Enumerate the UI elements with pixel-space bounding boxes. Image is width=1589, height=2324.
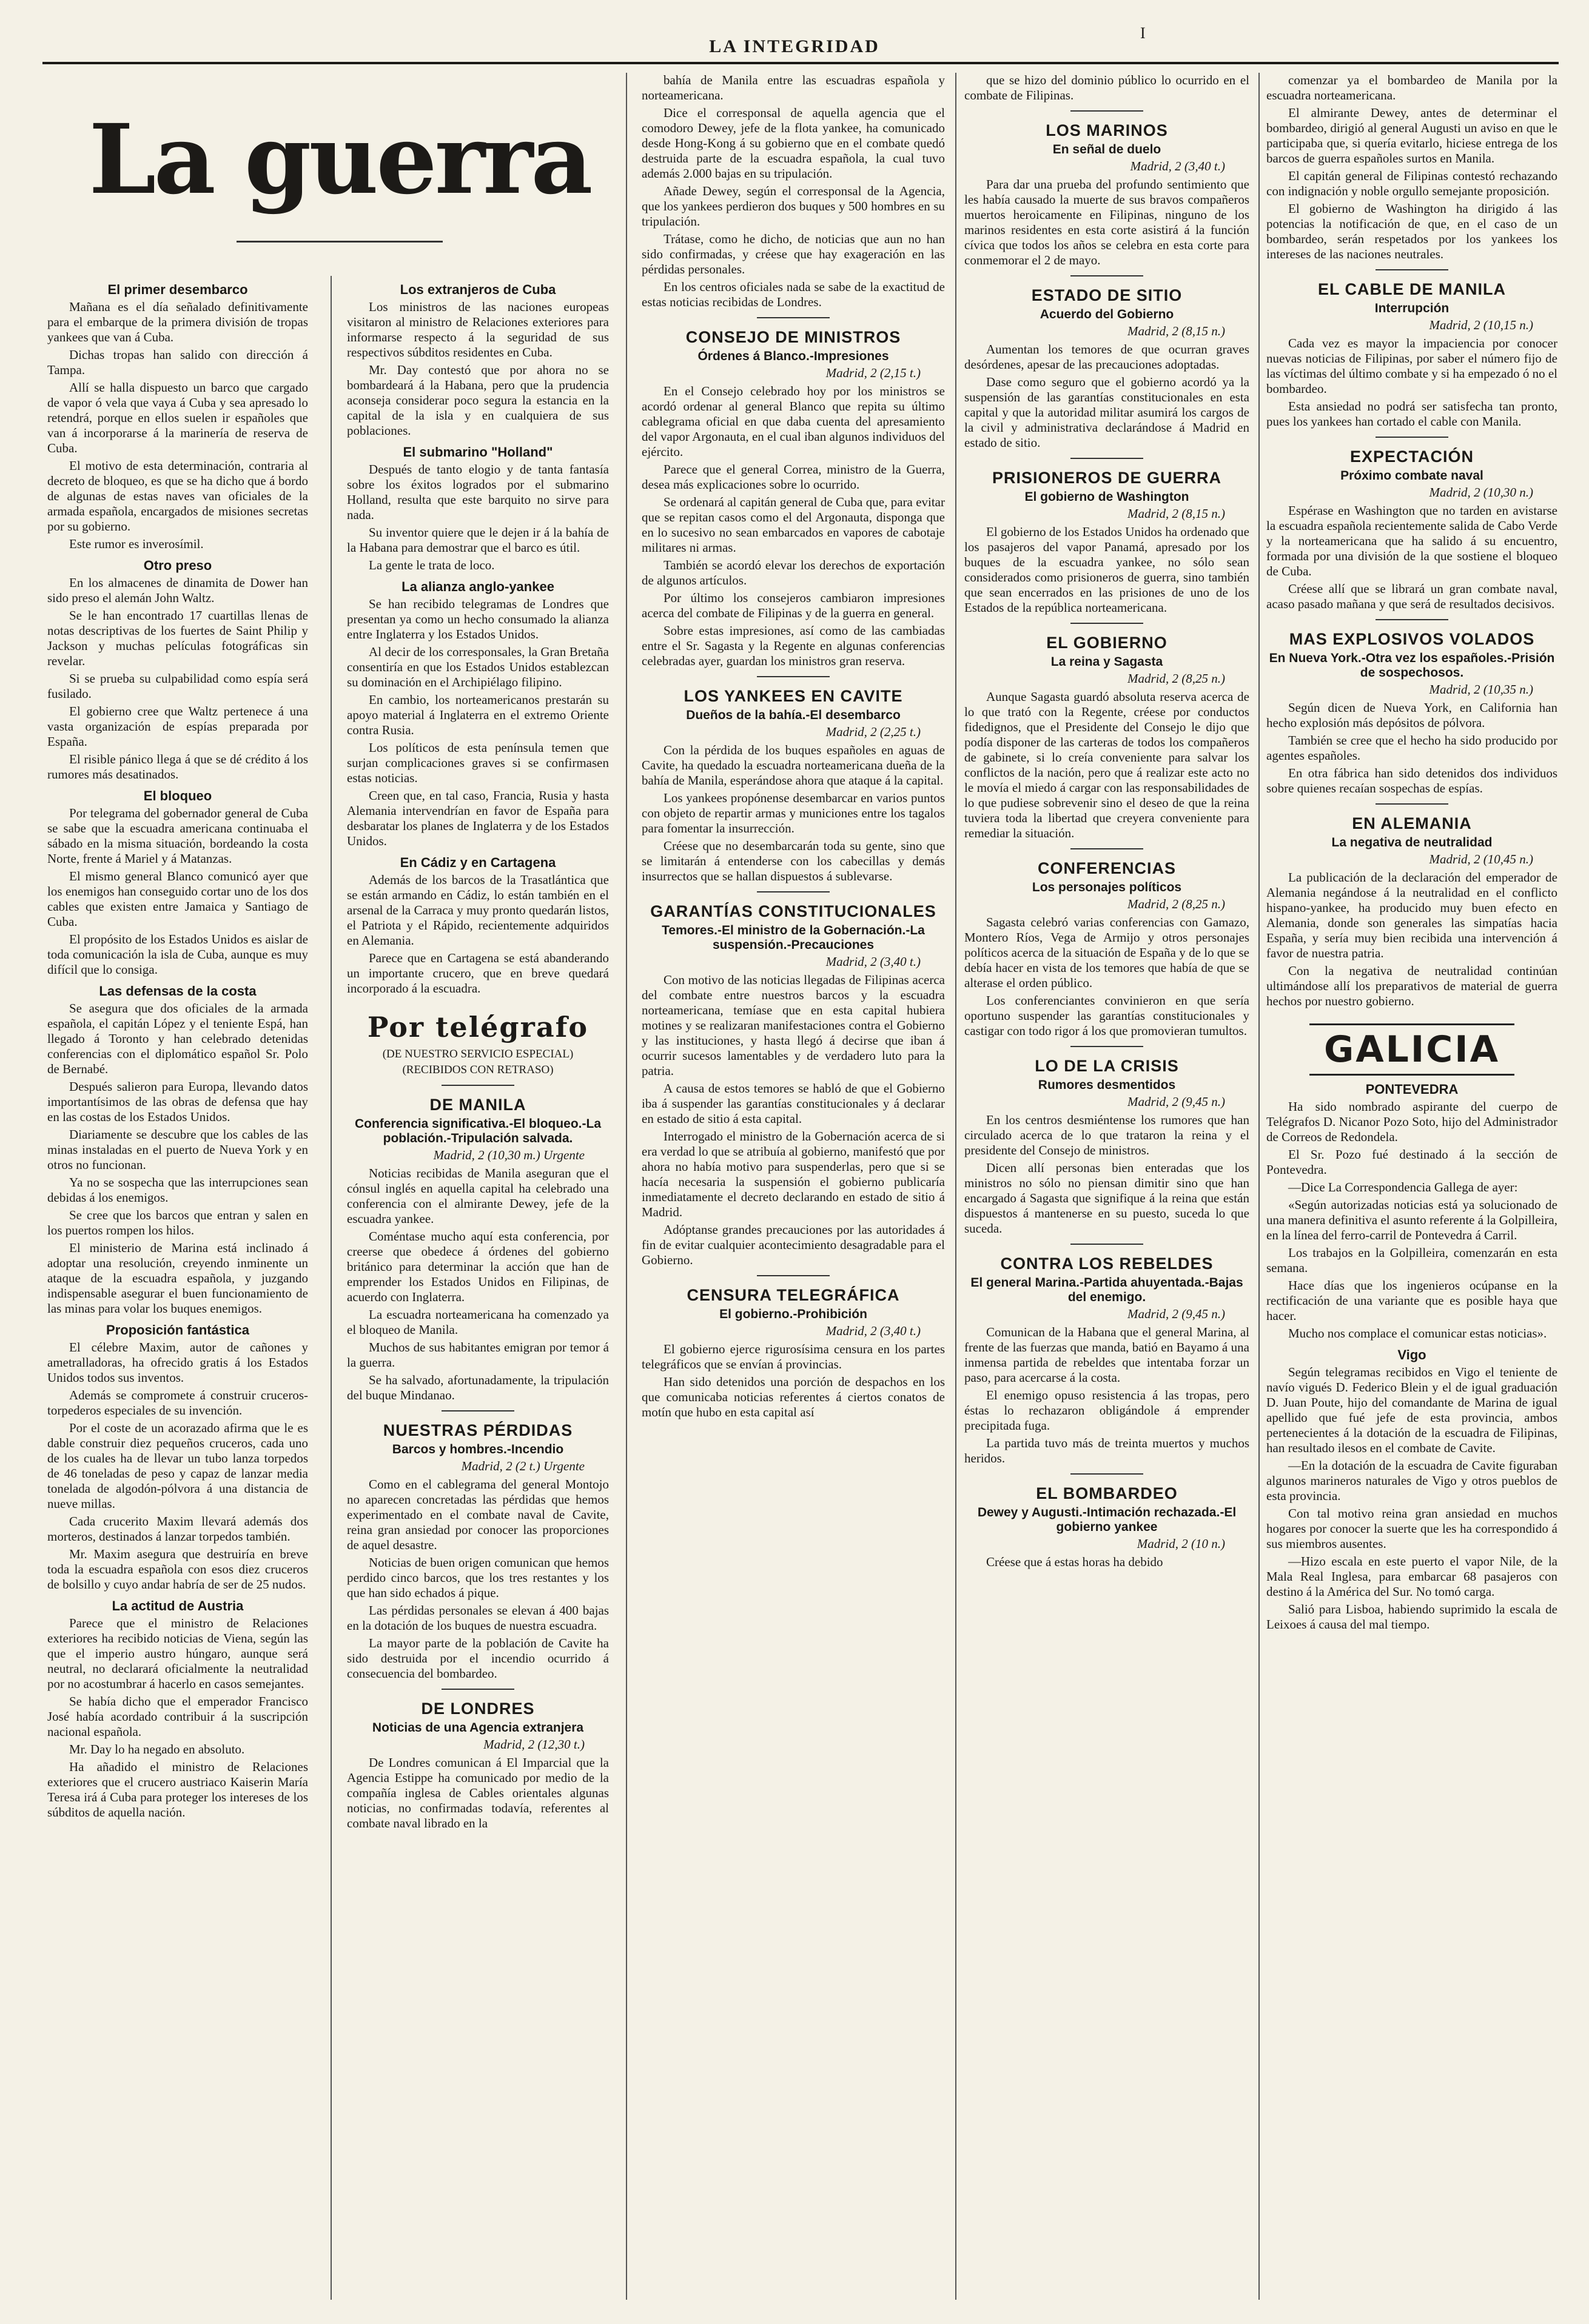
- paragraph: El ministerio de Marina está inclinado á adoptar una resolución, creyendo inminente un ataque de la escuadra española, y juzgando indispensable asegurar el buen funcionamiento de las minas para volar los buques enemigos.: [47, 1241, 308, 1316]
- paragraph: Noticias de buen origen comunican que hemos perdido cinco barcos, que los tres restantes y los que han sido echados á pique.: [347, 1555, 609, 1600]
- paragraph: En cambio, los norteamericanos prestarán su apoyo material á Inglaterra en el extremo Oriente contra Rusia.: [347, 692, 609, 737]
- paragraph: Allí se halla dispuesto un barco que cargado de vapor ó vela que vaya á Cuba y sea apresado lo retendrá, porque en ellos suelen ir españoles que van á incorporarse á la marinería de reserva de Cuba.: [47, 380, 308, 455]
- paragraph: Dase como seguro que el gobierno acordó ya la suspensión de las garantías constitucionales en esta capital y que la autoridad militar asumirá los cargos de la civil y administrativa declarándose á Madrid en estado de sitio.: [964, 375, 1249, 450]
- article-heading: Las defensas de la costa: [99, 983, 257, 999]
- paragraph: En otra fábrica han sido detenidos dos individuos sobre quienes recaían sospechas de espías.: [1266, 766, 1557, 795]
- article-heading: Los extranjeros de Cuba: [400, 282, 556, 297]
- running-header: LA INTEGRIDAD: [709, 36, 880, 56]
- paragraph: En los almacenes de dinamita de Dower han sido preso el alemán John Waltz.: [47, 575, 308, 605]
- section-rule: [1376, 437, 1448, 438]
- article-heading: En Cádiz y en Cartagena: [400, 855, 556, 870]
- paragraph: Créese que no desembarcarán toda su gente, sino que se limitarán á entenderse con los cabecillas y demás insurrectos que se hallan dispuestos á sublevarse.: [642, 839, 945, 883]
- paragraph: El enemigo opuso resistencia á las tropas, pero éstas lo rechazaron obligándole á emprender precipitada fuga.: [964, 1388, 1249, 1433]
- paragraph: Esta ansiedad no podrá ser satisfecha tan pronto, pues los yankees han cortado el cable con Manila.: [1266, 399, 1557, 429]
- telegram-subheading: El gobierno de Washington: [1024, 490, 1189, 504]
- dateline: Madrid, 2 (3,40 t.): [1130, 159, 1225, 173]
- article-heading: Vigo: [1397, 1347, 1426, 1362]
- telegram-heading: CONTRA LOS REBELDES: [1000, 1254, 1214, 1273]
- paragraph: Los trabajos en la Golpilleira, comenzarán en esta semana.: [1266, 1245, 1557, 1275]
- dateline: Madrid, 2 (8,15 n.): [1127, 324, 1225, 338]
- paragraph: Después salieron para Europa, llevando datos importantísimos de las obras de defensa que hay en las costas de los Estados Unidos.: [47, 1079, 308, 1124]
- section-note: (DE NUESTRO SERVICIO ESPECIAL): [382, 1048, 574, 1060]
- paragraph: Según dicen de Nueva York, en California han hecho explosión más depósitos de pólvora.: [1266, 700, 1557, 730]
- paragraph: Para dar una prueba del profundo sentimiento que les había causado la muerte de sus bravos compañeros muertos heroicamente en Filipinas, ninguno de los marinos residentes en esta corte asistirá á la función cívica que todos los años se celebra en esta corte para conmemorar el 2 de mayo.: [964, 177, 1249, 267]
- dateline: Madrid, 2 (10,15 n.): [1429, 318, 1533, 332]
- paragraph: Mucho nos complace el comunicar estas noticias».: [1288, 1326, 1547, 1341]
- telegram-heading: ESTADO DE SITIO: [1031, 286, 1183, 304]
- telegram-heading: CONFERENCIAS: [1037, 859, 1176, 877]
- paragraph: Se le han encontrado 17 cuartillas llenas de notas descriptivas de los fuertes de Saint Philip y Jackson y muchas películas fotográficas sin revelar.: [47, 608, 308, 668]
- paragraph: Se han recibido telegramas de Londres que presentan ya como un hecho consumado la alianza entre Inglaterra y los Estados Unidos.: [347, 597, 609, 641]
- telegram-heading: LOS MARINOS: [1046, 121, 1168, 139]
- paragraph: Han sido detenidos una porción de despachos en los que comunicaba noticias referentes á ciertos conatos de motín que hubo en esta capital así: [642, 1375, 945, 1419]
- paragraph: El célebre Maxim, autor de cañones y ametralladoras, ha ofrecido gratis á los Estados Unidos todos sus inventos.: [47, 1340, 308, 1385]
- section-rule: [757, 317, 830, 318]
- paragraph: Con la negativa de neutralidad continúan ultimándose allí los preparativos de material de guerra hechos por nuestro gobierno.: [1266, 963, 1557, 1008]
- telegram-heading: EL CABLE DE MANILA: [1317, 280, 1506, 298]
- paragraph: Después de tanto elogio y de tanta fantasía sobre los éxitos logrados por el submarino Holland, resulta que este barquito no sirve para nada.: [347, 462, 609, 522]
- telegram-subheading: La reina y Sagasta: [1050, 655, 1163, 669]
- article-heading: PONTEVEDRA: [1365, 1082, 1459, 1097]
- section-rule: [1070, 848, 1143, 849]
- paragraph: El risible pánico llega á que se dé crédito á los rumores más desatinados.: [47, 752, 308, 782]
- section-rule: [442, 1689, 514, 1690]
- column-divider: [1258, 73, 1260, 2300]
- telegram-subheading: Los personajes políticos: [1032, 880, 1182, 894]
- paragraph: —En la dotación de la escuadra de Cavite figuraban algunos marineros naturales de Vigo y otros pueblos de esta provincia.: [1266, 1458, 1557, 1503]
- section-rule: [1070, 623, 1143, 624]
- paragraph: Salió para Lisboa, habiendo suprimido la escala de Leixoes á causa del mal tiempo.: [1266, 1602, 1557, 1632]
- paragraph: Al decir de los corresponsales, la Gran Bretaña consentiría en que los Estados Unidos establezcan su dominación en el Archipiélago filipino.: [347, 645, 609, 689]
- paragraph: Si se prueba su culpabilidad como espía será fusilado.: [47, 671, 308, 701]
- paragraph: Mañana es el día señalado definitivamente para el embarque de la primera división de tropas yankees que van á Cuba.: [47, 300, 308, 344]
- paragraph: Los yankees propónense desembarcar en varios puntos con objeto de repartir armas y municiones entre los tagalos para fomentar la insurrección.: [642, 791, 945, 836]
- paragraph: El almirante Dewey, antes de determinar el bombardeo, dirigió al general Augusti un aviso en que le participaba que, si quería evitarlo, hiciese entrega de los barcos de guerra españoles surtos en Manila.: [1266, 105, 1557, 166]
- column-1: [47, 276, 308, 2300]
- paragraph: A causa de estos temores se habló de que el Gobierno iba á suspender las garantías constitucionales y á declarar en estado de sitio á esta capital.: [642, 1081, 945, 1126]
- telegram-subheading: En señal de duelo: [1052, 142, 1161, 156]
- paragraph: Comunican de la Habana que el general Marina, al frente de las fuerzas que manda, batió en Bayamo á una inmensa partida de rebeldes que intentaba forzar un paso, para acercarse á la costa.: [964, 1325, 1249, 1385]
- paragraph: Este rumor es inverosímil.: [69, 537, 204, 551]
- section-rule: [1070, 1244, 1143, 1245]
- telegram-heading: CENSURA TELEGRÁFICA: [687, 1286, 900, 1304]
- paragraph: bahía de Manila entre las escuadras española y norteamericana.: [642, 73, 945, 102]
- paragraph: Dicen allí personas bien enteradas que los ministros no sólo no piensan dimitir sino que han encargado á Sagasta que signifique á la reina que están dispuestos á mantenerse en su puesto, suceda lo que suceda.: [964, 1160, 1249, 1236]
- telegram-heading: GARANTÍAS CONSTITUCIONALES: [650, 902, 936, 920]
- telegram-heading: CONSEJO DE MINISTROS: [685, 328, 901, 346]
- paragraph: Se asegura que dos oficiales de la armada española, el capitán López y el teniente Espá, han llegado á Toronto y han celebrado detenidas conferencias con el diplomático español Sr. Polo de Bernabé.: [47, 1001, 308, 1076]
- paragraph: El gobierno cree que Waltz pertenece á una vasta organización de espías preparada por España.: [47, 704, 308, 749]
- paragraph: En los centros oficiales nada se sabe de la exactitud de estas noticias recibidas de Londres.: [642, 280, 945, 309]
- telegram-subheading: Rumores desmentidos: [1038, 1078, 1176, 1092]
- paragraph: En el Consejo celebrado hoy por los ministros se acordó ordenar al general Blanco que repita su último cablegrama oficial en que daba cuenta del apresamiento del vapor Argonauta, en el cual iban algunos individuos del ejército.: [642, 384, 945, 459]
- paragraph: También se acordó elevar los derechos de exportación de algunos artículos.: [642, 558, 945, 588]
- article-heading: La actitud de Austria: [112, 1598, 244, 1613]
- paragraph: Según telegramas recibidos en Vigo el teniente de navío vigués D. Federico Blein y el de igual graduación D. Juan Poute, hijo del comandante de Marina de igual apellido que fué jefe de esta provincia, ambos pertenecientes á la dotación de la escuadra de Filipinas, han resultado ilesos en el combate de Cavite.: [1266, 1365, 1557, 1455]
- paragraph: Por último los consejeros cambiaron impresiones acerca del combate de Filipinas y de la guerra en general.: [642, 591, 945, 620]
- paragraph: Los conferenciantes convinieron en que sería oportuno suspender las garantías constitucionales y castigar con todo rigor á los que promovieran tumultos.: [964, 993, 1249, 1038]
- paragraph: Con motivo de las noticias llegadas de Filipinas acerca del combate entre nuestros barcos y la escuadra norteamericana, temíase que en esta capital hubiera motines y se realizaran manifestaciones contra el Gobierno y las instituciones, y hasta llegó á decirse que iban á ocurrir sucesos lamentables y de verdadero luto para la patria.: [642, 973, 945, 1078]
- paragraph: Créese allí que se librará un gran combate naval, acaso pasado mañana y que será de resultados decisivos.: [1266, 581, 1557, 611]
- paragraph: Aumentan los temores de que ocurran graves desórdenes, apesar de las precauciones adoptadas.: [964, 342, 1249, 372]
- section-title-block: [347, 1011, 609, 1043]
- paragraph: El capitán general de Filipinas contestó rechazando con indignación y noble orgullo semejante proposición.: [1266, 169, 1557, 198]
- paragraph: Además de los barcos de la Trasatlántica que se están armando en Cádiz, lo están también en el arsenal de la Carraca y muy pronto quedarán listos, el Patriota y el Rápido, recientemente adquiridos en Alemania.: [347, 872, 609, 948]
- paragraph: Se cree que los barcos que entran y salen en los puertos rompen los hilos.: [47, 1208, 308, 1237]
- paragraph: La gente le trata de loco.: [369, 558, 495, 572]
- paragraph: La escuadra norteamericana ha comenzado ya el bloqueo de Manila.: [347, 1307, 609, 1337]
- article-heading: Proposición fantástica: [106, 1322, 249, 1338]
- telegram-heading: EXPECTACIÓN: [1349, 447, 1474, 466]
- paragraph: El gobierno de los Estados Unidos ha ordenado que los pasajeros del vapor Panamá, apresado por los buques de la escuadra yankee, no sólo sean considerados como prisioneros de guerra, sino también que sean encerrados en las prisiones de uno de los Estados de la república norteamericana.: [964, 524, 1249, 615]
- telegram-heading: MAS EXPLOSIVOS VOLADOS: [1289, 630, 1535, 648]
- section-rule: [1070, 275, 1143, 276]
- dateline: Madrid, 2 (2,25 t.): [825, 725, 921, 739]
- dateline: Madrid, 2 (9,45 n.): [1127, 1094, 1225, 1109]
- section-title: GALICIA: [1309, 1023, 1514, 1076]
- telegram-subheading: En Nueva York.-Otra vez los españoles.-Prisión de sospechosos.: [1269, 651, 1555, 680]
- paragraph: Como en el cablegrama del general Montojo no aparecen concretadas las pérdidas que hemos experimentado en el combate naval de Cavite, reina gran ansiedad por conocer las proporciones de aquel desastre.: [347, 1477, 609, 1552]
- paragraph: comenzar ya el bombardeo de Manila por la escuadra norteamericana.: [1266, 73, 1557, 102]
- column-3: [642, 73, 945, 2300]
- telegram-subheading: Temores.-El ministro de la Gobernación.-La suspensión.-Precauciones: [662, 923, 925, 952]
- paragraph: Mr. Maxim asegura que destruiría en breve toda la escuadra española con esos diez cruceros de bolsillo y cuyo andar habría de ser de 25 nudos.: [47, 1547, 308, 1592]
- dateline: Madrid, 2 (10,45 n.): [1429, 852, 1533, 866]
- paragraph: En los centros desmiéntense los rumores que han circulado acerca de lo que trataron la reina y el presidente del Consejo de ministros.: [964, 1113, 1249, 1157]
- paragraph: Por el coste de un acorazado afirma que le es dable construir diez pequeños cruceros, cada uno de los cuales ha de llevar un tubo lanza torpedos de 46 toneladas de peso y capaz de lanzar media tonelada de algodón-pólvora á una distancia de nueve millas.: [47, 1421, 308, 1511]
- section-rule: [1376, 269, 1448, 270]
- paragraph: Además se compromete á construir cruceros-torpederos especiales de su invención.: [47, 1388, 308, 1418]
- dateline: Madrid, 2 (3,40 t.): [825, 1324, 921, 1338]
- telegram-heading: EL GOBIERNO: [1046, 634, 1167, 652]
- telegram-subheading: El gobierno.-Prohibición: [719, 1307, 867, 1321]
- paragraph: Interrogado el ministro de la Gobernación acerca de si era verdad lo que se atribuía al gobierno, manifestó que por ahora no había motivo para suspenderlas, pero que si se hacía necesaria la suspensión el gobierno publicaría inmediatamente el decreto declarando en estado de sitio á Madrid.: [642, 1129, 945, 1219]
- paragraph: «Según autorizadas noticias está ya solucionado de una manera definitiva el asunto referente á la Golpilleira, en la línea del ferro-carril de Pontevedra á Carril.: [1266, 1197, 1557, 1242]
- paragraph: Diariamente se descubre que los cables de las minas instaladas en el puerto de Nueva York y en otros no funcionan.: [47, 1127, 308, 1172]
- paragraph: Se ordenará al capitán general de Cuba que, para evitar que se repitan casos como el del Argonauta, disponga que en lo sucesivo no sean embarcados en vapores de cabotaje militares ni armas.: [642, 495, 945, 555]
- section-rule: [1070, 1473, 1143, 1475]
- paragraph: Aunque Sagasta guardó absoluta reserva acerca de lo que trató con la Regente, créese por conductos fidedignos, que el Presidente del Consejo le dijo que podía disponer de las carteras de todos los compañeros de gabinete, si lo creía conveniente para salvar los conflictos de la nación, pero que á realizar este acto no le movía el miedo á cargar con las responsabilidades de lo que pudiese sobrevenir sino el deseo de que la reina tuviera toda la libertad que creyera conveniente para remediar la situación.: [964, 689, 1249, 840]
- section-rule: [757, 1275, 830, 1276]
- article-heading: El submarino "Holland": [403, 444, 553, 460]
- paragraph: Mr. Day lo ha negado en absoluto.: [69, 1742, 245, 1756]
- dateline: Madrid, 2 (2,15 t.): [825, 366, 921, 380]
- paragraph: Sobre estas impresiones, así como de las cambiadas entre el Sr. Sagasta y la Regente en algunas conferencias celebradas ayer, guardan los ministros gran reserva.: [642, 623, 945, 668]
- telegram-subheading: La negativa de neutralidad: [1331, 836, 1493, 849]
- paragraph: Creen que, en tal caso, Francia, Rusia y hasta Alemania intervendrían en favor de España para desbaratar los planes de Inglaterra y de los Estados Unidos.: [347, 788, 609, 848]
- dateline: Madrid, 2 (10 n.): [1137, 1536, 1225, 1551]
- telegram-heading: LOS YANKEES EN CAVITE: [684, 687, 903, 705]
- article-heading: El primer desembarco: [107, 282, 248, 297]
- column-divider: [626, 73, 627, 2300]
- paragraph: —Dice La Correspondencia Gallega de ayer:: [1288, 1180, 1518, 1194]
- paragraph: Cada crucerito Maxim llevará además dos morteros, destinados á lanzar torpedos también.: [47, 1514, 308, 1544]
- paragraph: El gobierno ejerce rigurosísima censura en los partes telegráficos que se envían á provincias.: [642, 1342, 945, 1371]
- header-rule: [42, 62, 1559, 64]
- paragraph: La partida tuvo más de treinta muertos y muchos heridos.: [964, 1436, 1249, 1465]
- paragraph: Noticias recibidas de Manila aseguran que el cónsul inglés en aquella capital ha celebrado una conferencia con el almirante Dewey, jefe de la escuadra yankee.: [347, 1166, 609, 1226]
- column-5: [1266, 73, 1557, 2300]
- telegram-subheading: Acuerdo del Gobierno: [1040, 307, 1174, 321]
- telegram-subheading: Barcos y hombres.-Incendio: [392, 1442, 564, 1456]
- dateline: Madrid, 2 (9,45 n.): [1127, 1307, 1225, 1321]
- article-heading: El bloqueo: [143, 788, 212, 803]
- dateline: Madrid, 2 (3,40 t.): [825, 954, 921, 969]
- telegram-heading: DE LONDRES: [421, 1699, 535, 1718]
- telegram-heading: DE MANILA: [429, 1096, 526, 1114]
- paragraph: Hace días que los ingenieros ocúpanse en la rectificación de una variante que es posible haya que hacer.: [1266, 1278, 1557, 1323]
- column-divider: [331, 276, 332, 2300]
- dateline: Madrid, 2 (10,30 m.) Urgente: [433, 1148, 585, 1162]
- masthead-title: La guerra: [89, 104, 591, 216]
- paragraph: Créese que á estas horas ha debido: [986, 1555, 1163, 1569]
- dateline: Madrid, 2 (2 t.) Urgente: [461, 1459, 585, 1473]
- paragraph: Coméntase mucho aquí esta conferencia, por creerse que obedece á órdenes del gobierno británico para determinar la acción que han de emprender los Estados Unidos en Filipinas, de acuerdo con Inglaterra.: [347, 1229, 609, 1304]
- section-title: Por telégrafo: [367, 1011, 589, 1043]
- section-rule: [1376, 619, 1448, 620]
- paragraph: La mayor parte de la población de Cavite ha sido destruida por el incendio ocurrido á consecuencia del bombardeo.: [347, 1636, 609, 1681]
- paragraph: Se ha salvado, afortunadamente, la tripulación del buque Mindanao.: [347, 1373, 609, 1402]
- paragraph: Las pérdidas personales se elevan á 400 bajas en la dotación de los buques de nuestra escuadra.: [347, 1603, 609, 1633]
- paragraph: También se cree que el hecho ha sido producido por agentes españoles.: [1266, 733, 1557, 763]
- section-rule: [757, 676, 830, 677]
- telegram-subheading: Órdenes á Blanco.-Impresiones: [697, 349, 889, 363]
- paragraph: Muchos de sus habitantes emigran por temor á la guerra.: [347, 1340, 609, 1370]
- paragraph: Con la pérdida de los buques españoles en aguas de Cavite, ha quedado la escuadra norteamericana dueña de la bahía de Manila, esperándose ahora que ataque á la capital.: [642, 743, 945, 788]
- section-rule: [1070, 110, 1143, 112]
- telegram-subheading: Dewey y Augusti.-Intimación rechazada.-El gobierno yankee: [977, 1505, 1237, 1534]
- column-2: [347, 276, 609, 2300]
- paragraph: Ha sido nombrado aspirante del cuerpo de Telégrafos D. Nicanor Pozo Soto, hijo del Administrador de Correos de Redondela.: [1266, 1099, 1557, 1144]
- telegram-subheading: Noticias de una Agencia extranjera: [372, 1721, 584, 1735]
- section-title-block: [1266, 1023, 1557, 1076]
- paragraph: Su inventor quiere que le dejen ir á la bahía de la Habana para demostrar que el barco es útil.: [347, 525, 609, 555]
- dateline: Madrid, 2 (8,15 n.): [1127, 506, 1225, 521]
- telegram-heading: PRISIONEROS DE GUERRA: [992, 469, 1222, 487]
- paragraph: Parece que el general Correa, ministro de la Guerra, desea más explicaciones sobre lo ocurrido.: [642, 462, 945, 492]
- dateline: Madrid, 2 (8,25 n.): [1127, 671, 1225, 686]
- telegram-subheading: Dueños de la bahía.-El desembarco: [686, 708, 901, 722]
- paragraph: El motivo de esta determinación, contraria al decreto de bloqueo, es que se ha dicho que á bordo de algunas de estas naves van oficiales de la armada española, encargados de misiones secretas por su gobierno.: [47, 458, 308, 534]
- paragraph: El Sr. Pozo fué destinado á la sección de Pontevedra.: [1266, 1147, 1557, 1177]
- section-rule: [442, 1410, 514, 1411]
- dateline: Madrid, 2 (12,30 t.): [483, 1737, 585, 1752]
- telegram-heading: LO DE LA CRISIS: [1035, 1057, 1179, 1075]
- paragraph: De Londres comunican á El Imparcial que la Agencia Estippe ha comunicado por medio de la compañía inglesa de Cables orientales algunas noticias, no confirmadas todavía, referentes al combate naval librado en la: [347, 1755, 609, 1830]
- paragraph: Adóptanse grandes precauciones por las autoridades á fin de evitar cualquier acontecimiento desagradable para el Gobierno.: [642, 1222, 945, 1267]
- paragraph: que se hizo del dominio público lo ocurrido en el combate de Filipinas.: [964, 73, 1249, 102]
- paragraph: —Hizo escala en este puerto el vapor Nile, de la Mala Real Inglesa, para embarcar 68 pasajeros con destino á la América del Sur. No tomó carga.: [1266, 1554, 1557, 1599]
- paragraph: Con tal motivo reina gran ansiedad en muchos hogares por conocer la suerte que les ha correspondido á sus miembros ausentes.: [1266, 1506, 1557, 1551]
- masthead-rule: [237, 241, 443, 243]
- paragraph: Ha añadido el ministro de Relaciones exteriores que el crucero austriaco Kaiserin María Teresa irá á Cuba para proteger los intereses de los súbditos de aquella nación.: [47, 1760, 308, 1820]
- column-4: [964, 73, 1249, 2300]
- telegram-heading: EN ALEMANIA: [1352, 814, 1472, 832]
- section-rule: [1070, 1046, 1143, 1047]
- dateline: Madrid, 2 (8,25 n.): [1127, 897, 1225, 911]
- paragraph: Se había dicho que el emperador Francisco José había acordado contribuir á la suscripción nacional española.: [47, 1694, 308, 1739]
- paragraph: Cada vez es mayor la impaciencia por conocer nuevas noticias de Filipinas, por saber el número fijo de las víctimas del último combate y si ha empezado ó no el bombardeo.: [1266, 336, 1557, 396]
- telegram-heading: NUESTRAS PÉRDIDAS: [383, 1421, 573, 1439]
- page-mark: I: [1140, 24, 1146, 42]
- paragraph: Dice el corresponsal de aquella agencia que el comodoro Dewey, jefe de la flota yankee, ha comunicado desde Hong-Kong á su gobierno que en el combate quedó destruida parte de la escuadra española, la cual tuvo además 2.000 bajas en su tripulación.: [642, 105, 945, 181]
- paragraph: Los políticos de esta península temen que surjan complicaciones graves si se confirmasen estas noticias.: [347, 740, 609, 785]
- dateline: Madrid, 2 (10,35 n.): [1429, 682, 1533, 697]
- paragraph: El gobierno de Washington ha dirigido á las potencias la notificación de que, en el caso de un bombardeo, serán respetados por los yankees los intereses de las naciones neutrales.: [1266, 201, 1557, 261]
- paragraph: Parece que en Cartagena se está abanderando un importante crucero, que en breve quedará incorporado á la escuadra.: [347, 951, 609, 996]
- paragraph: La publicación de la declaración del emperador de Alemania negándose á la neutralidad en el conflicto hispano-yankee, ha producido muy buen efecto en Alemania, donde son generales las simpatías hacia España, y sería muy bien recibida una intervención á favor de nuestra patria.: [1266, 870, 1557, 960]
- column-divider: [955, 73, 956, 2300]
- section-rule: [1376, 803, 1448, 805]
- paragraph: Sagasta celebró varias conferencias con Gamazo, Montero Ríos, Vega de Armijo y otros personajes políticos acerca de la situación de España y de lo que se debía hacer en vista de los temores que había de que se alterase el orden público.: [964, 915, 1249, 990]
- paragraph: Los ministros de las naciones europeas visitaron al ministro de Relaciones exteriores para informarse respecto á la seguridad de sus respectivos súbditos residentes en Cuba.: [347, 300, 609, 360]
- article-heading: La alianza anglo-yankee: [401, 579, 554, 594]
- paragraph: Trátase, como he dicho, de noticias que aun no han sido confirmadas, y créese que hay exageración en las pérdidas personales.: [642, 232, 945, 276]
- section-rule: [1070, 458, 1143, 459]
- section-rule: [757, 891, 830, 892]
- paragraph: El propósito de los Estados Unidos es aislar de toda comunicación la isla de Cuba, aunque es muy difícil que lo consiga.: [47, 932, 308, 977]
- paragraph: Ya no se sospecha que las interrupciones sean debidas á los enemigos.: [47, 1175, 308, 1205]
- telegram-subheading: Interrupción: [1374, 301, 1450, 315]
- dateline: Madrid, 2 (10,30 n.): [1429, 485, 1533, 500]
- paragraph: Espérase en Washington que no tarden en avistarse la escuadra española recientemente salida de Cabo Verde y la norteamericana que ha salido á su encuentro, formada por una división de la que sostiene el bloqueo de Cuba.: [1266, 503, 1557, 578]
- telegram-subheading: Próximo combate naval: [1340, 469, 1483, 483]
- section-rule: [442, 1085, 514, 1086]
- paragraph: Añade Dewey, según el corresponsal de la Agencia, que los yankees perdieron dos buques y 500 hombres en su tripulación.: [642, 184, 945, 229]
- telegram-subheading: El general Marina.-Partida ahuyentada.-Bajas del enemigo.: [970, 1276, 1243, 1304]
- paragraph: Dichas tropas han salido con dirección á Tampa.: [47, 347, 308, 377]
- paragraph: El mismo general Blanco comunicó ayer que los enemigos han conseguido cortar uno de los dos cables que existen entre Jamaica y Santiago de Cuba.: [47, 869, 308, 929]
- paragraph: Parece que el ministro de Relaciones exteriores ha recibido noticias de Viena, según las que el imperio austro húngaro, aunque será neutral, no declarará oficialmente la neutralidad por no acostumbrar á hacerlo en casos semejantes.: [47, 1616, 308, 1691]
- article-heading: Otro preso: [143, 558, 212, 573]
- section-note: (RECIBIDOS CON RETRASO): [402, 1063, 554, 1076]
- telegram-heading: EL BOMBARDEO: [1036, 1484, 1178, 1502]
- telegram-subheading: Conferencia significativa.-El bloqueo.-La población.-Tripulación salvada.: [354, 1117, 602, 1145]
- paragraph: Por telegrama del gobernador general de Cuba se sabe que la escuadra americana continuaba el sábado en la misma situación, bordeando la costa Norte, frente á Mariel y á Matanzas.: [47, 806, 308, 866]
- paragraph: Mr. Day contestó que por ahora no se bombardeará á la Habana, pero que la prudencia aconseja considerar poco segura la estancia en la capital de la isla y en cualquiera de sus poblaciones.: [347, 363, 609, 438]
